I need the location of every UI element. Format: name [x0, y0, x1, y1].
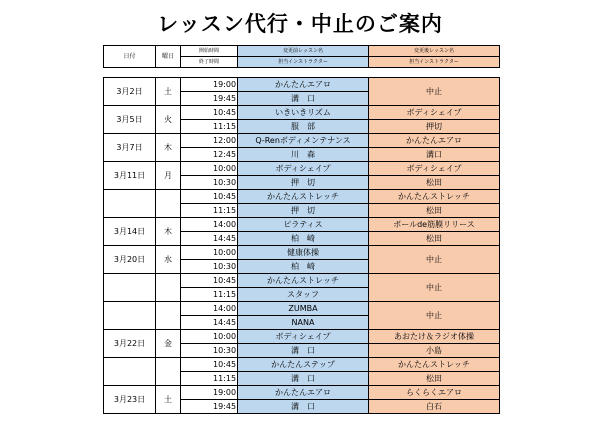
- time-cell: 14:00: [181, 218, 238, 232]
- table-row: [104, 330, 500, 344]
- time-cell: 19:00: [181, 78, 238, 92]
- header-date: 日付: [104, 46, 156, 68]
- after-cell: かんたんストレッチ: [369, 358, 500, 372]
- before-cell: 健康体操: [238, 246, 369, 260]
- header-table: [103, 45, 500, 68]
- time-cell: 10:00: [181, 246, 238, 260]
- time-cell: 19:00: [181, 386, 238, 400]
- table-row: [104, 274, 500, 288]
- time-cell: 11:15: [181, 288, 238, 302]
- table-row: [104, 302, 500, 316]
- after-cell: 中止: [369, 246, 500, 274]
- before-cell: 溝 口: [238, 344, 369, 358]
- weekday-cell: [156, 190, 181, 218]
- before-cell: かんたんストレッチ: [238, 190, 369, 204]
- time-cell: 10:45: [181, 274, 238, 288]
- after-cell: 中止: [369, 302, 500, 330]
- after-cell: 小島: [369, 344, 500, 358]
- time-cell: 12:00: [181, 134, 238, 148]
- weekday-cell: 木: [156, 134, 181, 162]
- before-cell: Q-Renボディメンテナンス: [238, 134, 369, 148]
- time-cell: 10:30: [181, 176, 238, 190]
- weekday-cell: [156, 358, 181, 386]
- before-cell: スタッフ: [238, 288, 369, 302]
- date-cell: 3月2日: [104, 78, 156, 106]
- weekday-cell: 金: [156, 330, 181, 358]
- before-cell: 川 森: [238, 148, 369, 162]
- schedule-table: [103, 77, 500, 414]
- before-cell: ボディシェイプ: [238, 330, 369, 344]
- table-row: [104, 190, 500, 204]
- time-cell: 10:30: [181, 344, 238, 358]
- weekday-cell: 木: [156, 218, 181, 246]
- page-title: レッスン代行・中止のご案内: [157, 12, 443, 36]
- header-before-lesson: 変更前レッスン名: [238, 46, 369, 57]
- before-cell: ZUMBA: [238, 302, 369, 316]
- weekday-cell: 月: [156, 162, 181, 190]
- table-row: [104, 358, 500, 372]
- time-cell: 19:45: [181, 400, 238, 414]
- date-cell: 3月20日: [104, 246, 156, 274]
- header-after-instructor: 担当インストラクター: [369, 57, 500, 68]
- before-cell: 柏 崎: [238, 232, 369, 246]
- date-cell: 3月5日: [104, 106, 156, 134]
- table-row: [104, 134, 500, 148]
- before-cell: 柏 崎: [238, 260, 369, 274]
- before-cell: ピラティス: [238, 218, 369, 232]
- table-row: [104, 162, 500, 176]
- after-cell: 松田: [369, 204, 500, 218]
- weekday-cell: [156, 302, 181, 330]
- table-row: [104, 218, 500, 232]
- before-cell: かんたんステップ: [238, 358, 369, 372]
- after-cell: ボディシェイプ: [369, 106, 500, 120]
- before-cell: 溝 口: [238, 400, 369, 414]
- before-cell: ボディシェイプ: [238, 162, 369, 176]
- date-cell: 3月11日: [104, 162, 156, 190]
- before-cell: 服 部: [238, 120, 369, 134]
- before-cell: 溝 口: [238, 92, 369, 106]
- time-cell: 19:45: [181, 92, 238, 106]
- weekday-cell: 土: [156, 386, 181, 414]
- date-cell: 3月22日: [104, 330, 156, 358]
- time-cell: 14:45: [181, 232, 238, 246]
- time-cell: 12:45: [181, 148, 238, 162]
- after-cell: 中止: [369, 274, 500, 302]
- table-row: [104, 246, 500, 260]
- time-cell: 10:45: [181, 106, 238, 120]
- time-cell: 10:00: [181, 162, 238, 176]
- after-cell: 松田: [369, 372, 500, 386]
- header-start-time: 開始時間: [181, 46, 238, 57]
- header-weekday: 曜日: [156, 46, 181, 68]
- before-cell: かんたんエアロ: [238, 386, 369, 400]
- after-cell: 溝口: [369, 148, 500, 162]
- date-cell: [104, 190, 156, 218]
- weekday-cell: 火: [156, 106, 181, 134]
- time-cell: 14:45: [181, 316, 238, 330]
- after-cell: 松田: [369, 232, 500, 246]
- time-cell: 11:15: [181, 204, 238, 218]
- date-cell: [104, 302, 156, 330]
- date-cell: [104, 274, 156, 302]
- date-cell: 3月23日: [104, 386, 156, 414]
- time-cell: 10:30: [181, 260, 238, 274]
- table-row: [104, 78, 500, 92]
- after-cell: 中止: [369, 78, 500, 106]
- after-cell: かんたんストレッチ: [369, 190, 500, 204]
- before-cell: 溝 口: [238, 372, 369, 386]
- table-row: [104, 386, 500, 400]
- weekday-cell: 土: [156, 78, 181, 106]
- after-cell: かんたんエアロ: [369, 134, 500, 148]
- date-cell: 3月14日: [104, 218, 156, 246]
- time-cell: 10:00: [181, 330, 238, 344]
- before-cell: かんたんエアロ: [238, 78, 369, 92]
- after-cell: ボールde筋膜リリース: [369, 218, 500, 232]
- after-cell: 松田: [369, 176, 500, 190]
- table-row: [104, 106, 500, 120]
- weekday-cell: 水: [156, 246, 181, 274]
- after-cell: 押切: [369, 120, 500, 134]
- time-cell: 11:15: [181, 372, 238, 386]
- time-cell: 10:45: [181, 358, 238, 372]
- before-cell: 押 切: [238, 176, 369, 190]
- header-after-lesson: 変更後レッスン名: [369, 46, 500, 57]
- time-cell: 10:45: [181, 190, 238, 204]
- weekday-cell: [156, 274, 181, 302]
- after-cell: 白石: [369, 400, 500, 414]
- date-cell: [104, 358, 156, 386]
- header-end-time: 終了時間: [181, 57, 238, 68]
- after-cell: ボディシェイプ: [369, 162, 500, 176]
- before-cell: 押 切: [238, 204, 369, 218]
- before-cell: NANA: [238, 316, 369, 330]
- after-cell: らくらくエアロ: [369, 386, 500, 400]
- date-cell: 3月7日: [104, 134, 156, 162]
- after-cell: あおたけ＆ラジオ体操: [369, 330, 500, 344]
- before-cell: かんたんストレッチ: [238, 274, 369, 288]
- before-cell: いきいきリズム: [238, 106, 369, 120]
- header-before-instructor: 担当インストラクター: [238, 57, 369, 68]
- time-cell: 14:00: [181, 302, 238, 316]
- time-cell: 11:15: [181, 120, 238, 134]
